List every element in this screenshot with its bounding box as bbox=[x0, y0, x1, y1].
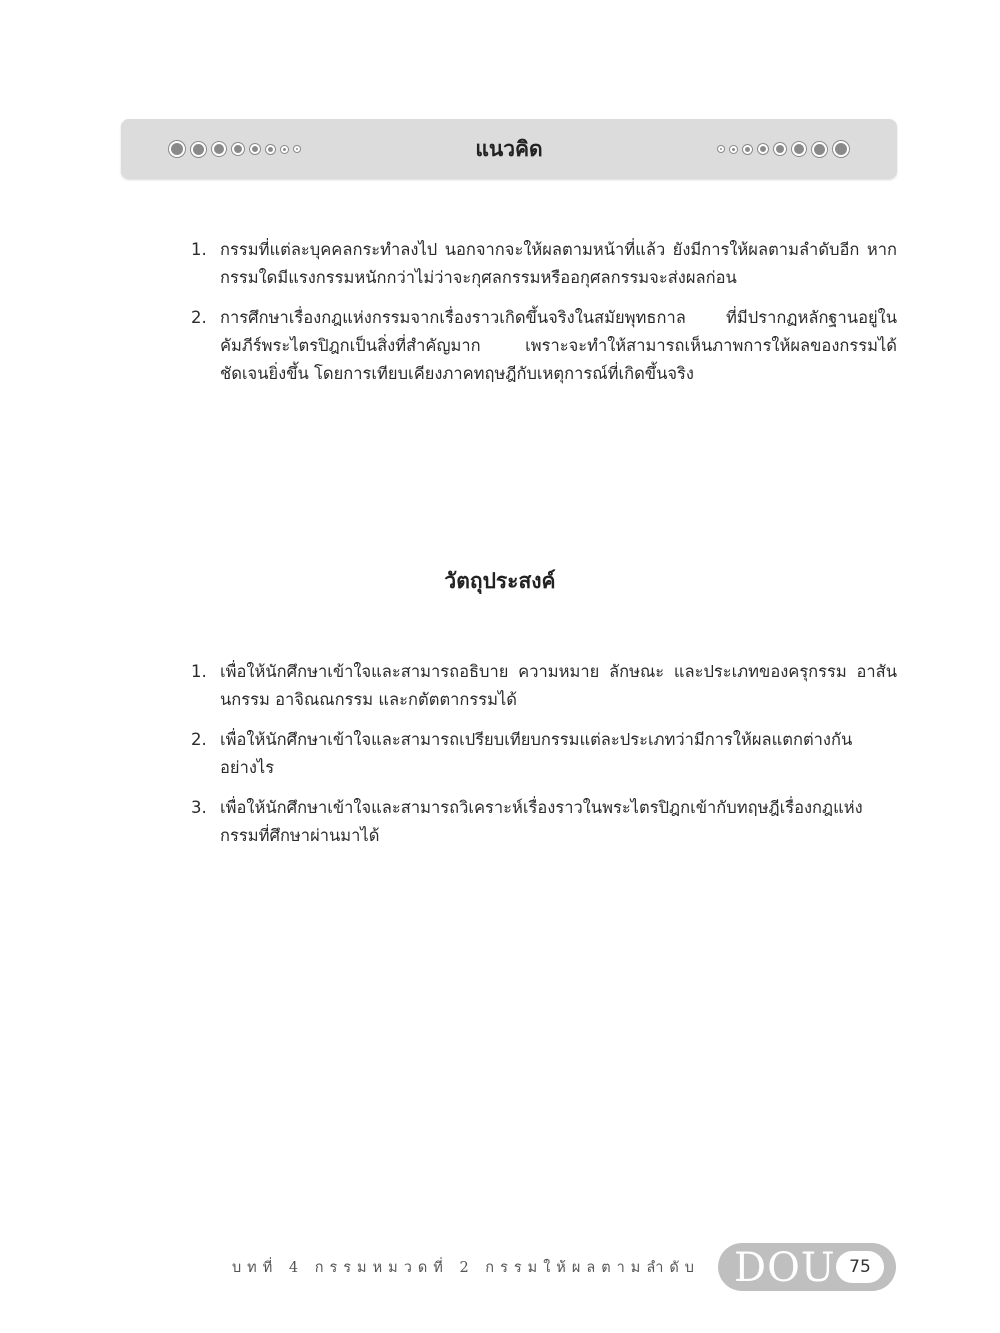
objectives-heading: วัตถุประสงค์ bbox=[444, 569, 556, 593]
item-number: 1. bbox=[191, 240, 207, 259]
item-number: 1. bbox=[191, 662, 207, 681]
list-item bbox=[191, 726, 897, 782]
item-text: เพื่อให้นักศึกษาเข้าใจและสามารถวิเคราะห์เรื่องราวในพระไตรปิฎกเข้ากับทฤษฎีเรื่องกฎแห่งกรรมที่ศึกษาผ่านมาได้ bbox=[220, 798, 863, 845]
item-text: การศึกษาเรื่องกฎแห่งกรรมจากเรื่องราวเกิดขึ้นจริงในสมัยพุทธกาล ที่มีปรากฏหลักฐานอยู่ในคัมภีร์พระไตรปิฎกเป็นสิ่งที่สำคัญมาก เพราะจะทำให้สามารถเห็นภาพการให้ผลของกรรมได้ชัดเจนยิ่งขึ้น โดยการเทียบเคียงภาคทฤษฎีกับเหตุการณ์ที่เกิดขึ้นจริง bbox=[220, 308, 897, 383]
ornament-dot-icon bbox=[743, 145, 752, 154]
dou-page-badge bbox=[718, 1243, 896, 1291]
ornament-dot-icon bbox=[718, 146, 724, 152]
ornament-dot-icon bbox=[758, 144, 768, 154]
item-text: เพื่อให้นักศึกษาเข้าใจและสามารถเปรียบเทียบกรรมแต่ละประเภทว่ามีการให้ผลแตกต่างกันอย่างไร bbox=[220, 730, 853, 777]
list-item bbox=[191, 794, 897, 850]
ornament-dot-icon bbox=[833, 141, 849, 157]
list-item bbox=[191, 658, 897, 714]
ornament-dot-icon bbox=[792, 142, 806, 156]
item-text: เพื่อให้นักศึกษาเข้าใจและสามารถอธิบาย ความหมาย ลักษณะ และประเภทของครุกรรม อาสันนกรรม อาจิณณกรรม และกตัตตากรรมได้ bbox=[220, 662, 897, 709]
item-number: 2. bbox=[191, 308, 207, 327]
list-item bbox=[191, 236, 897, 292]
item-number: 2. bbox=[191, 730, 207, 749]
chapter-footer: บทที่ 4 กรรมหมวดที่ 2 กรรมให้ผลตามลำดับ bbox=[231, 1260, 700, 1276]
item-number: 3. bbox=[191, 798, 207, 817]
objectives-list bbox=[191, 658, 897, 862]
ornament-dot-icon bbox=[730, 146, 737, 153]
dou-logo: DOU bbox=[734, 1245, 836, 1291]
item-text: กรรมที่แต่ละบุคคลกระทำลงไป นอกจากจะให้ผลตามหน้าที่แล้ว ยังมีการให้ผลตามลำดับอีก หากกรรมใดมีแรงกรรมหนักกว่าไม่ว่าจะกุศลกรรมหรืออกุศลกรรมจะส่งผลก่อน bbox=[220, 240, 897, 287]
ornament-dot-icon bbox=[812, 142, 827, 157]
ornament-dot-icon bbox=[774, 143, 786, 155]
right-dot-ornament bbox=[718, 119, 849, 179]
list-item bbox=[191, 304, 897, 388]
concept-title: แนวคิด bbox=[475, 137, 543, 161]
page-number: 75 bbox=[836, 1251, 884, 1283]
concept-header-bar bbox=[121, 119, 897, 179]
concept-list bbox=[191, 236, 897, 400]
